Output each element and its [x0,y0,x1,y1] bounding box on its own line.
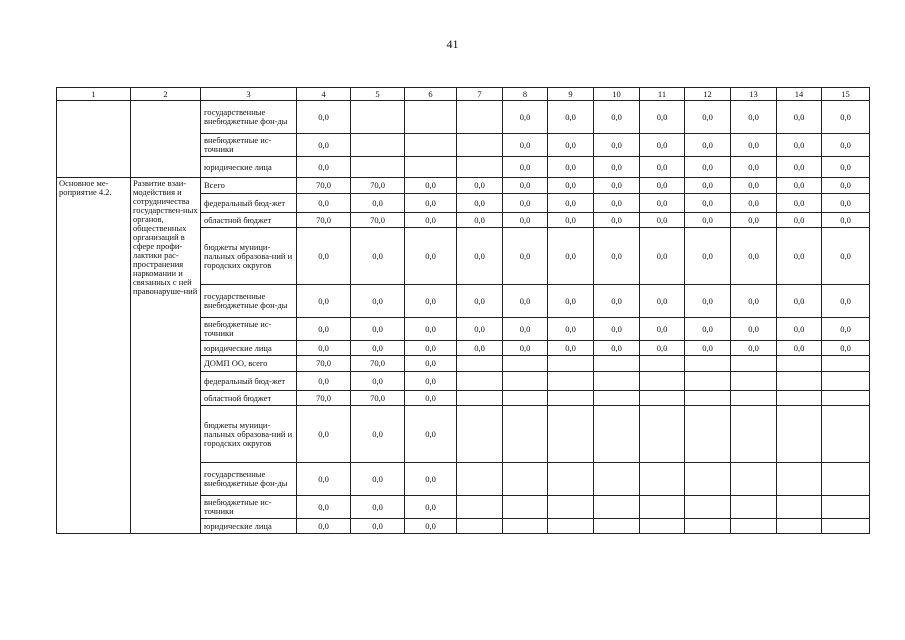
value-cell: 70,0 [297,391,351,406]
value-cell: 0,0 [822,101,870,134]
value-cell: 0,0 [457,285,503,318]
value-cell [685,496,731,519]
source-label: государственные внебюджетные фон-ды [201,285,297,318]
value-cell: 0,0 [457,194,503,213]
value-cell: 70,0 [297,178,351,194]
value-cell: 0,0 [777,194,822,213]
value-cell: 0,0 [685,228,731,285]
value-cell [457,391,503,406]
value-cell [503,496,548,519]
value-cell: 0,0 [777,228,822,285]
value-cell: 0,0 [822,341,870,356]
value-cell: 0,0 [685,157,731,178]
value-cell: 70,0 [351,178,405,194]
value-cell: 0,0 [594,318,640,341]
value-cell [594,463,640,496]
value-cell [822,519,870,534]
value-cell [731,372,777,391]
value-cell: 0,0 [297,228,351,285]
value-cell: 0,0 [351,318,405,341]
value-cell [640,406,685,463]
value-cell: 0,0 [405,341,457,356]
value-cell: 0,0 [548,134,594,157]
value-cell [640,496,685,519]
value-cell [594,372,640,391]
value-cell: 70,0 [351,213,405,228]
value-cell: 0,0 [594,178,640,194]
source-label: областной бюджет [201,213,297,228]
value-cell: 0,0 [822,194,870,213]
value-cell: 0,0 [640,101,685,134]
value-cell [503,391,548,406]
value-cell: 0,0 [405,194,457,213]
table-row [57,178,870,194]
value-cell: 0,0 [685,213,731,228]
value-cell [503,406,548,463]
value-cell: 0,0 [640,157,685,178]
value-cell: 0,0 [503,318,548,341]
value-cell: 0,0 [351,519,405,534]
column-header: 7 [457,88,503,101]
value-cell [731,463,777,496]
value-cell: 0,0 [640,194,685,213]
value-cell [503,372,548,391]
value-cell: 0,0 [297,372,351,391]
value-cell: 0,0 [548,285,594,318]
value-cell [640,519,685,534]
value-cell [640,372,685,391]
value-cell: 70,0 [297,213,351,228]
value-cell: 0,0 [777,213,822,228]
value-cell: 0,0 [351,463,405,496]
value-cell: 0,0 [822,157,870,178]
value-cell [594,406,640,463]
empty-cell [131,101,201,178]
value-cell [503,463,548,496]
value-cell [548,372,594,391]
value-cell: 70,0 [297,356,351,372]
value-cell [777,496,822,519]
value-cell [640,463,685,496]
value-cell: 0,0 [405,519,457,534]
value-cell: 0,0 [503,285,548,318]
value-cell [457,463,503,496]
value-cell: 0,0 [822,213,870,228]
value-cell: 0,0 [457,178,503,194]
value-cell: 0,0 [503,101,548,134]
value-cell: 0,0 [640,318,685,341]
value-cell: 0,0 [548,318,594,341]
value-cell: 0,0 [405,463,457,496]
value-cell [640,356,685,372]
value-cell: 70,0 [351,356,405,372]
value-cell: 0,0 [777,285,822,318]
value-cell: 0,0 [405,213,457,228]
value-cell: 0,0 [594,101,640,134]
value-cell: 0,0 [503,157,548,178]
value-cell: 0,0 [503,341,548,356]
value-cell [777,463,822,496]
value-cell [822,372,870,391]
column-header: 15 [822,88,870,101]
value-cell: 0,0 [640,341,685,356]
value-cell: 0,0 [351,194,405,213]
value-cell: 0,0 [548,213,594,228]
value-cell [594,496,640,519]
value-cell [457,356,503,372]
column-header: 12 [685,88,731,101]
source-label: внебюджетные ис-точники [201,134,297,157]
value-cell [822,406,870,463]
value-cell: 0,0 [777,157,822,178]
value-cell [685,463,731,496]
value-cell: 0,0 [548,101,594,134]
value-cell: 0,0 [351,341,405,356]
value-cell: 0,0 [731,194,777,213]
value-cell [685,372,731,391]
value-cell: 0,0 [503,178,548,194]
value-cell [777,372,822,391]
value-cell: 0,0 [457,213,503,228]
value-cell: 0,0 [297,341,351,356]
empty-cell [57,101,131,178]
value-cell: 0,0 [405,178,457,194]
value-cell: 0,0 [685,318,731,341]
value-cell: 0,0 [777,178,822,194]
value-cell [685,406,731,463]
measure-cell: Основное ме-роприятие 4.2. [57,178,131,534]
value-cell: 0,0 [685,134,731,157]
source-label: государственные внебюджетные фон-ды [201,101,297,134]
value-cell: 0,0 [777,341,822,356]
column-header: 14 [777,88,822,101]
value-cell: 0,0 [297,285,351,318]
value-cell: 0,0 [822,228,870,285]
value-cell [457,496,503,519]
value-cell: 0,0 [457,318,503,341]
value-cell: 0,0 [685,285,731,318]
value-cell [731,496,777,519]
column-header: 3 [201,88,297,101]
value-cell [731,391,777,406]
value-cell [548,356,594,372]
value-cell: 0,0 [503,213,548,228]
description-cell: Развитие взаи-модействия и сотрудничества государствен-ных органов, общественных организаций в сфере профи-лактики рас-пространения наркомании и связанных с ней правонаруше-ний [131,178,201,534]
value-cell [822,356,870,372]
column-header: 11 [640,88,685,101]
value-cell: 0,0 [548,228,594,285]
source-label: юридические лица [201,341,297,356]
value-cell: 0,0 [351,406,405,463]
source-label: бюджеты муници-пальных образова-ний и городских округов [201,406,297,463]
value-cell [457,519,503,534]
value-cell [548,496,594,519]
value-cell: 0,0 [297,496,351,519]
value-cell: 0,0 [548,194,594,213]
value-cell: 0,0 [351,228,405,285]
value-cell: 0,0 [685,341,731,356]
value-cell: 0,0 [731,213,777,228]
value-cell: 0,0 [351,285,405,318]
value-cell: 0,0 [777,101,822,134]
value-cell: 0,0 [405,372,457,391]
value-cell [351,157,405,178]
value-cell: 0,0 [548,341,594,356]
source-label: внебюджетные ис-точники [201,496,297,519]
value-cell: 0,0 [405,318,457,341]
column-header: 1 [57,88,131,101]
source-label: внебюджетные ис-точники [201,318,297,341]
value-cell: 0,0 [405,228,457,285]
value-cell: 0,0 [297,318,351,341]
source-label: областной бюджет [201,391,297,406]
value-cell [594,356,640,372]
value-cell: 0,0 [297,519,351,534]
column-header: 9 [548,88,594,101]
value-cell: 0,0 [503,194,548,213]
value-cell: 0,0 [731,228,777,285]
value-cell [594,519,640,534]
value-cell [548,391,594,406]
value-cell [777,406,822,463]
source-label: Всего [201,178,297,194]
value-cell [822,391,870,406]
page-number: 41 [446,37,459,51]
value-cell [548,463,594,496]
value-cell: 0,0 [594,134,640,157]
value-cell [731,356,777,372]
value-cell [405,101,457,134]
source-label: ДОМП ОО, всего [201,356,297,372]
value-cell: 0,0 [457,228,503,285]
value-cell: 0,0 [822,285,870,318]
source-label: федеральный бюд-жет [201,372,297,391]
value-cell: 0,0 [731,134,777,157]
value-cell: 0,0 [731,341,777,356]
source-label: бюджеты муници-пальных образова-ний и городских округов [201,228,297,285]
value-cell: 0,0 [685,101,731,134]
value-cell [405,134,457,157]
value-cell: 0,0 [297,157,351,178]
value-cell: 0,0 [594,213,640,228]
value-cell: 0,0 [548,157,594,178]
value-cell [731,519,777,534]
value-cell [548,406,594,463]
value-cell [777,391,822,406]
value-cell [405,157,457,178]
value-cell: 0,0 [594,194,640,213]
value-cell: 0,0 [405,406,457,463]
column-header: 4 [297,88,351,101]
column-header: 5 [351,88,405,101]
value-cell [548,519,594,534]
value-cell [777,519,822,534]
column-header: 8 [503,88,548,101]
value-cell: 0,0 [594,157,640,178]
value-cell [457,101,503,134]
value-cell: 0,0 [640,228,685,285]
value-cell: 0,0 [640,285,685,318]
value-cell [685,356,731,372]
value-cell [685,519,731,534]
value-cell: 0,0 [457,341,503,356]
value-cell: 0,0 [777,318,822,341]
column-header: 2 [131,88,201,101]
source-label: юридические лица [201,157,297,178]
value-cell: 0,0 [822,318,870,341]
value-cell: 0,0 [640,178,685,194]
value-cell: 0,0 [731,285,777,318]
value-cell: 0,0 [503,134,548,157]
value-cell [503,519,548,534]
value-cell: 0,0 [640,134,685,157]
value-cell: 0,0 [594,341,640,356]
value-cell: 70,0 [351,391,405,406]
value-cell: 0,0 [731,101,777,134]
value-cell [640,391,685,406]
value-cell: 0,0 [297,134,351,157]
value-cell: 0,0 [731,178,777,194]
value-cell [351,101,405,134]
value-cell: 0,0 [503,228,548,285]
value-cell: 0,0 [822,178,870,194]
source-label: юридические лица [201,519,297,534]
source-label: федеральный бюд-жет [201,194,297,213]
value-cell [594,391,640,406]
table-row [57,101,870,134]
value-cell: 0,0 [777,134,822,157]
value-cell [777,356,822,372]
value-cell [457,157,503,178]
value-cell: 0,0 [297,194,351,213]
value-cell: 0,0 [351,372,405,391]
value-cell: 0,0 [685,194,731,213]
value-cell: 0,0 [548,178,594,194]
value-cell: 0,0 [594,285,640,318]
value-cell: 0,0 [405,285,457,318]
value-cell: 0,0 [731,157,777,178]
value-cell [822,463,870,496]
value-cell: 0,0 [297,463,351,496]
value-cell: 0,0 [297,406,351,463]
value-cell [457,134,503,157]
column-header: 13 [731,88,777,101]
value-cell [351,134,405,157]
value-cell: 0,0 [640,213,685,228]
value-cell [457,372,503,391]
value-cell: 0,0 [297,101,351,134]
budget-table [56,87,870,534]
value-cell: 0,0 [731,318,777,341]
value-cell [503,356,548,372]
value-cell: 0,0 [351,496,405,519]
value-cell: 0,0 [405,391,457,406]
value-cell [731,406,777,463]
source-label: государственные внебюджетные фон-ды [201,463,297,496]
value-cell: 0,0 [594,228,640,285]
value-cell: 0,0 [685,178,731,194]
value-cell: 0,0 [405,496,457,519]
value-cell [822,496,870,519]
value-cell [457,406,503,463]
value-cell: 0,0 [405,356,457,372]
column-header: 10 [594,88,640,101]
header-row [57,88,870,101]
value-cell [685,391,731,406]
value-cell: 0,0 [822,134,870,157]
column-header: 6 [405,88,457,101]
